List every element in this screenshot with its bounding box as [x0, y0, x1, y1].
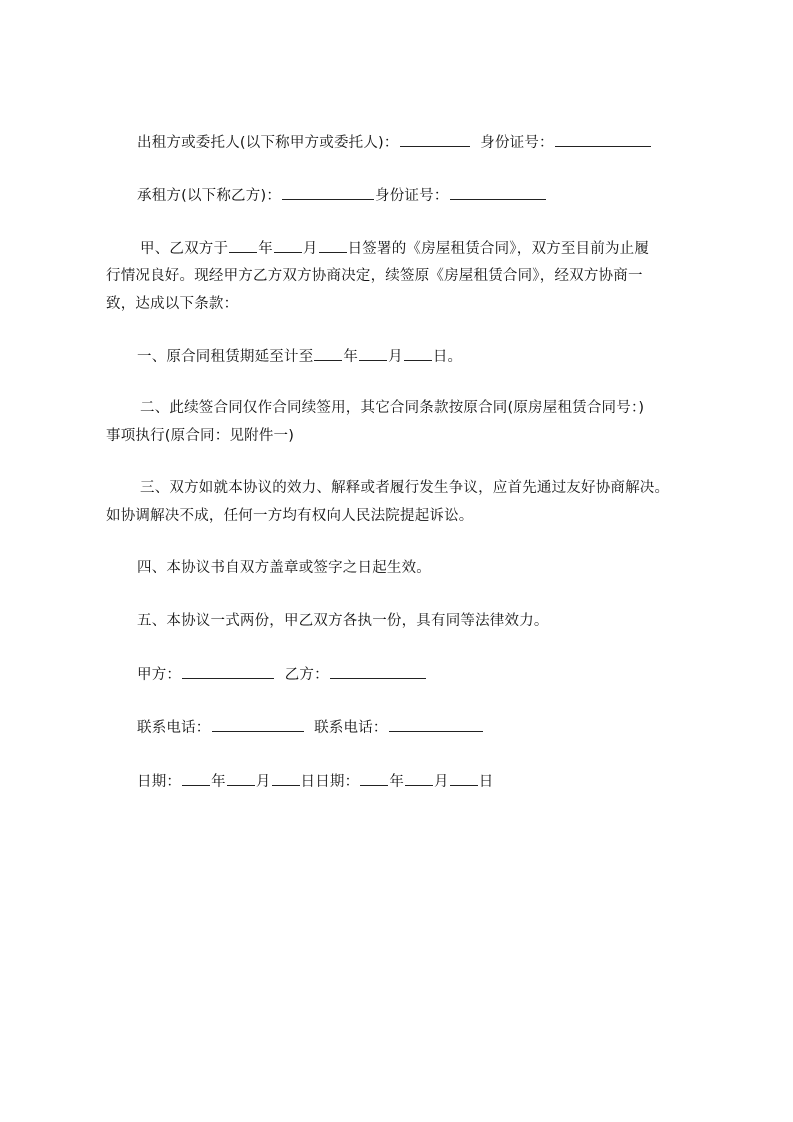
- clause-2-line-1: 二、此续签合同仅作合同续签用，其它合同条款按原合同(原房屋租赁合同号：): [140, 400, 645, 416]
- intro-part2: 日签署的《房屋租赁合同》，双方至目前为止履: [347, 241, 650, 257]
- clause-1-text: 一、原合同租赁期延至计至: [137, 349, 314, 365]
- clause-1-month-blank: [359, 346, 387, 361]
- date-a-year-blank: [182, 771, 210, 786]
- date-a-year: 年: [211, 774, 226, 790]
- lessor-line: [137, 132, 652, 153]
- lessee-line: [137, 185, 547, 206]
- phone-a-blank: [212, 717, 304, 732]
- date-b-label: 日日期：: [300, 774, 360, 790]
- clause-3-line-2: 如协调解决不成，任何一方均有权向人民法院提起诉讼。: [106, 508, 474, 524]
- signature-dates: [137, 771, 493, 792]
- phone-b-label: 联系电话：: [314, 720, 388, 736]
- clause-1-day-blank: [404, 346, 432, 361]
- party-b-label: 乙方：: [284, 667, 329, 683]
- intro-line-2: 行情况良好。现经甲方乙方双方协商决定，续签原《房屋租赁合同》，经双方协商一: [106, 268, 643, 284]
- phone-a-label: 联系电话：: [137, 720, 211, 736]
- clause-3-line-1: 三、双方如就本协议的效力、解释或者履行发生争议，应首先通过友好协商解决。: [140, 480, 670, 496]
- intro-day-blank: [319, 238, 347, 253]
- date-a-month: 月: [255, 774, 271, 790]
- lessor-label: 出租方或委托人(以下称甲方或委托人)：: [137, 135, 399, 151]
- clause-4: 四、本协议书自双方盖章或签字之日起生效。: [137, 560, 431, 576]
- lessee-id-label: 身份证号：: [375, 188, 449, 204]
- intro-month: 月: [302, 241, 318, 257]
- lessor-name-blank: [400, 132, 470, 147]
- date-b-month: 月: [434, 774, 449, 790]
- date-a-month-blank: [227, 771, 255, 786]
- lessor-id-blank: [555, 132, 651, 147]
- date-b-day-blank: [450, 771, 478, 786]
- lessee-id-blank: [450, 185, 546, 200]
- intro-line-3: 致，达成以下条款：: [106, 296, 239, 312]
- intro-part1: 甲、乙双方于: [140, 241, 229, 257]
- date-b-year-blank: [360, 771, 388, 786]
- clause-5: 五、本协议一式两份，甲乙双方各执一份，具有同等法律效力。: [137, 613, 549, 629]
- phone-b-blank: [389, 717, 483, 732]
- date-b-month-blank: [405, 771, 433, 786]
- lessor-id-label: 身份证号：: [480, 135, 554, 151]
- intro-year: 年: [258, 241, 273, 257]
- date-a-label: 日期：: [137, 774, 182, 790]
- date-a-day-blank: [272, 771, 300, 786]
- signature-parties: [137, 664, 427, 685]
- clause-1-month: 月: [388, 349, 403, 365]
- clause-1-year-blank: [314, 346, 342, 361]
- date-b-year: 年: [389, 774, 405, 790]
- clause-1-year: 年: [343, 349, 359, 365]
- signature-phones: [137, 717, 484, 738]
- intro-year-blank: [229, 238, 257, 253]
- lessee-name-blank: [282, 185, 374, 200]
- intro-month-blank: [274, 238, 302, 253]
- party-a-label: 甲方：: [137, 667, 182, 683]
- intro-line-1: [140, 238, 649, 259]
- clause-1: [137, 346, 462, 367]
- lessee-label: 承租方(以下称乙方)：: [137, 188, 282, 204]
- party-b-blank: [330, 664, 426, 679]
- date-b-day: 日: [478, 774, 494, 790]
- party-a-blank: [182, 664, 274, 679]
- clause-2-line-2: 事项执行(原合同：见附件一): [106, 428, 295, 444]
- clause-1-day: 日。: [432, 349, 463, 365]
